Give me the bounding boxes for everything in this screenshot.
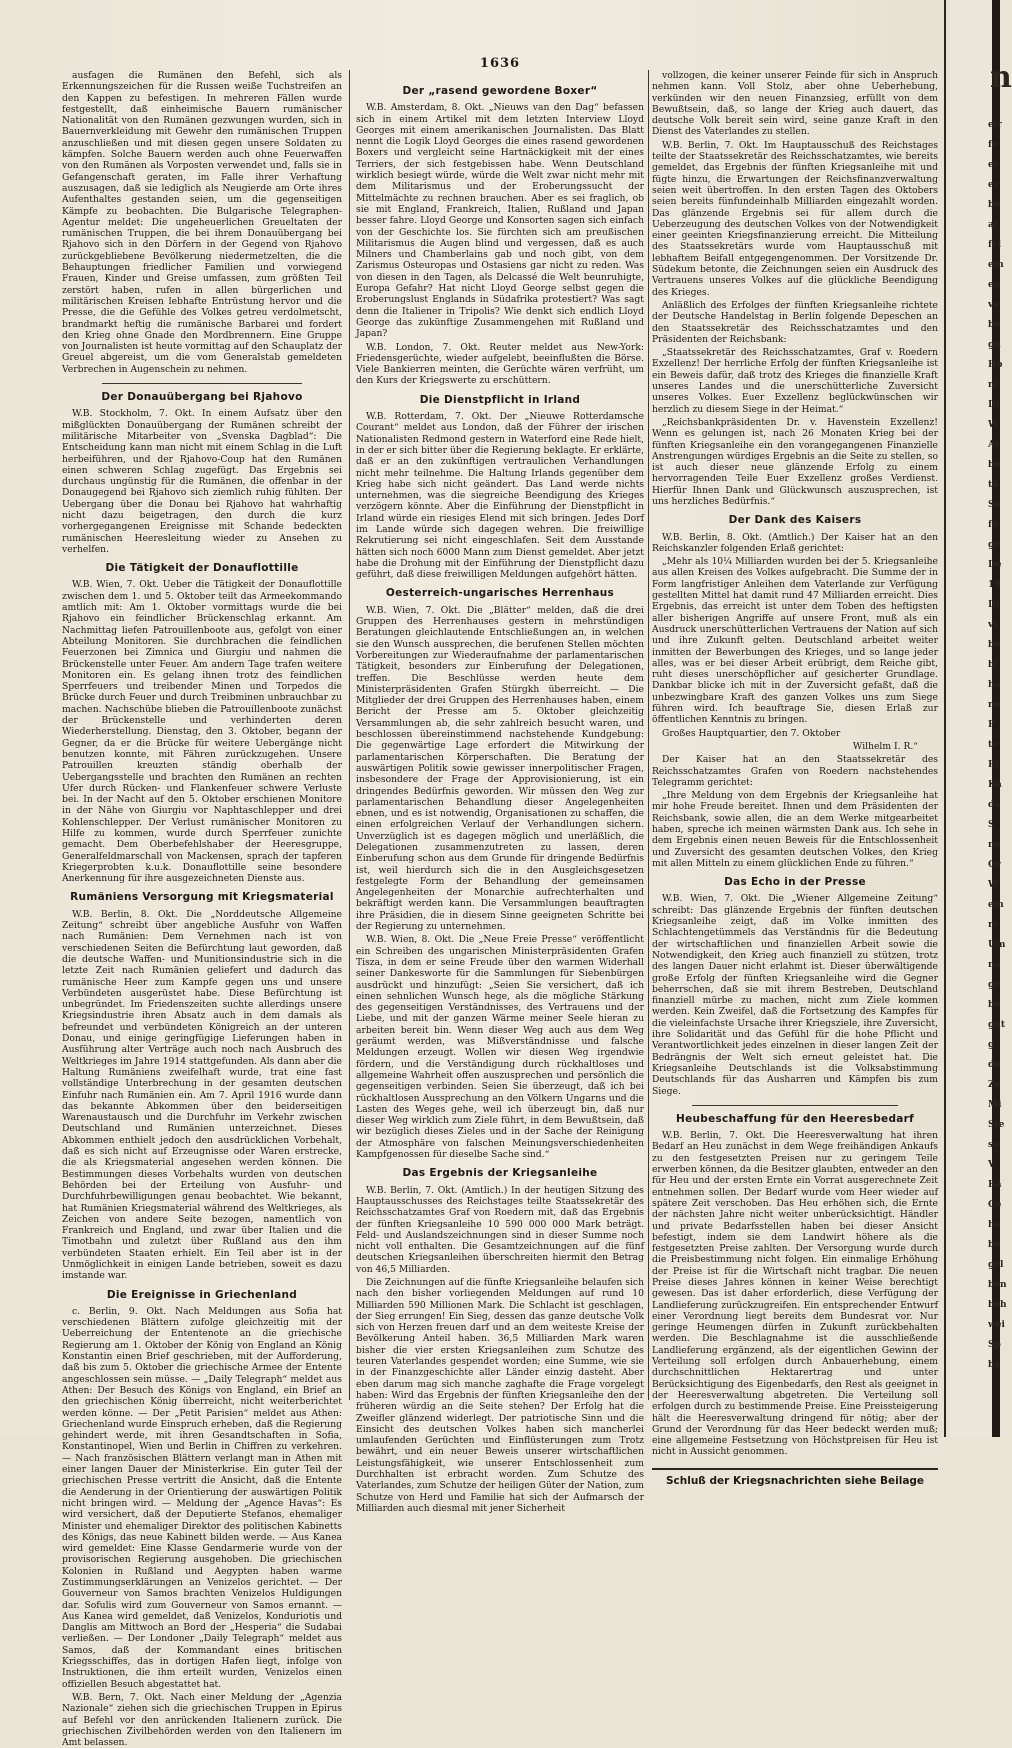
bleed-fragment: be xyxy=(988,1240,1001,1250)
bleed-fragment: ein xyxy=(988,260,1004,270)
bleed-fragment: en xyxy=(988,280,1001,290)
bleed-fragment: be xyxy=(988,200,1001,210)
bleed-fragment: ne xyxy=(988,840,1001,850)
article-text: W.B. Berlin, 7. Okt. Die Heeresverwaltung hat ihren Bedarf an Heu zunächst in dem Wege freihändigen Ankaufs zu den festgesetzten Preisen nur zu geringem Teile erwerben können, da die Besitzer glaubten, entweder an den für Heu und der ersten Ernte ein Vorrat ausgerechnete Zeit entnehmen sollen. Der Bedarf wurde vom Heer wieder auf spätere Zeit verschoben. Das Heu erhöhen sich, die Ernte der nächsten Jahre nicht weiter unberücksichtigt. Händler und private Bedarfsstellen haben bei dieser Ansicht befestigt, indem sie dem Landwirt höhere als die festgesetzten Preise zahlten. Der Versorgung wurde durch die Preisbestimmung nicht folgen. Ein einmalige Erhöhung der Preise ist für die Wirtschaft nicht tragbar. Die neuen Preise dieses Jahres können in keiner Weise berechtigt gewesen. Das ist daher erforderlich, diese Verfügung der Landlieferung zurückzugreifen. Ein entsprechender Entwurf einer Verordnung liegt bereits dem Bundesrat vor. Nur geringe Heumengen dürfen in Zukunft zurückbehalten werden. Die Beschlagnahme ist die ausschließende Landlieferung ergänzend, als der eigentlichen Gewinn der Verteilung soll erfolgen durch Anbauerhebung, einem durchschnittlichen Hektarertrag und unter Berücksichtigung des Eigenbedarfs, den Rest als geeignet in der Heeresverwaltung abgetreten. Die Verteilung soll erfolgen durch zu bestimmende Preise. Eine Preissteigerung hält die Heeresverwaltung dringend für nötig; aber der Grund der Verordnung für das Heer bedeckt werden muß; eine allgemeine Festsetzung von Höchstpreisen für Heu ist nicht in Aussicht genommen. xyxy=(652,1130,938,1458)
bleed-fragment: te xyxy=(988,740,998,750)
adjacent-page-strip xyxy=(950,0,1012,1437)
headline: Der Donauübergang bei Rjahovo xyxy=(101,391,303,404)
bleed-fragment: De xyxy=(988,560,1002,570)
signature-place: Großes Hauptquartier, den 7. Oktober xyxy=(662,727,841,739)
bleed-fragment: Ar xyxy=(988,440,1000,450)
article-text: W.B. Stockholm, 7. Okt. In einem Aufsatz über den mißglückten Donauübergang der Rumänen schreibt der militärische Mitarbeiter von „Svenska Dagblad“: Die Entscheidung kann man nicht mit einem Schlag in die Luft herbeiführen, und der Rjahovo-Coup hat den Rumänen einen schweren Schlag zugefügt. Das Ergebnis sei durchaus ungünstig für die Rumänen, die offenbar in der Donaugegend bei Rjahovo sich ziemlich ruhig fühlten. Der Uebergang über die Donau bei Rjahovo hat wahrhaftig nicht dazu beigetragen, den durch die kurz vorhergegangenen Ereignisse mit Schande bedeckten rumänischen Heeresleitung wieder zu Ansehen zu verhelfen. xyxy=(62,408,342,555)
bleed-fragment: gut xyxy=(988,1020,1005,1030)
bleed-fragment: re xyxy=(988,920,999,930)
column-rule-1 xyxy=(349,70,350,1400)
bleed-fragment: Ri xyxy=(988,760,999,770)
bleed-fragment: beh xyxy=(988,1300,1007,1310)
bleed-fragment: Um xyxy=(988,940,1006,950)
bleed-fragment: fü xyxy=(988,520,999,530)
signature: Wilhelm I. R.“ xyxy=(852,740,918,752)
bleed-fragment: al xyxy=(988,220,998,230)
bleed-fragment: S xyxy=(988,820,995,830)
bleed-fragment: Di xyxy=(988,600,1000,610)
column-3 xyxy=(652,70,938,1487)
bleed-fragment: gel xyxy=(988,1260,1004,1270)
article-text: „Staatssekretär des Reichsschatzamtes, Graf v. Roedern Exzellenz! Der herrliche Erfolg der fünften Kriegsanleihe ist ein Beweis dafür, daß trotz des Krieges die finanzielle Kraft unseres Landes und die unerschütterliche Zuversicht unseres Volkes. Euer Exzellenz beglückwünschen wir herzlich zu diesem Siege in der Heimat.“ xyxy=(652,347,938,415)
article-text: W.B. London, 7. Okt. Reuter meldet aus New-York: Friedensgerüchte, wieder aufgelebt, beeinflußten die Börse. Viele Bankierren meinten, die Gerüchte wären verfrüht, um den Kurs der Kriegswerte zu erschüttern. xyxy=(356,341,644,387)
bleed-fragment: Ge xyxy=(988,1200,1002,1210)
article-text: W.B. Berlin, 7. Okt. (Amtlich.) In der heutigen Sitzung des Hauptausschusses des Reichstages teilte Staatssekretär des Reichsschatzamtes Graf von Roedern mit, daß das Ergebnis der fünften Kriegsanleihe 10 590 000 000 Mark beträgt. Feld- und Auslandszeichnungen sind in dieser Summe noch nicht voll enthalten. Die Gesamtzeichnungen auf die fünf deutschen Kriegsanleihen überschreiten hiermit den Betrag von 46,5 Milliarden. xyxy=(356,1184,644,1275)
bleed-fragment: Se xyxy=(988,500,1001,510)
bleed-fragment: Or xyxy=(988,860,1001,870)
bleed-fragment: Ba xyxy=(988,1180,1002,1190)
bleed-fragment: ve xyxy=(988,300,999,310)
bleed-fragment: de xyxy=(988,1060,1001,1070)
article-text: W.B. Wien, 8. Okt. Die „Neue Freie Presse“ veröffentlicht ein Schreiben des ungarischen Ministerpräsidenten Grafen Tisza, in dem er seine Freude über den warmen Widerhall seiner Dankesworte für die Sammlungen für Siebenbürgen ausdrückt und hinzufügt: „Seien Sie versichert, daß ich einen sehnlichen Wunsch hege, als die mögliche Stärkung des gegenseitigen Verständnisses, des Vertrauens und der Liebe, und mit der ganzen Wärme meiner Seele hieran zu arbeiten bereit bin. Wenn dieser Weg auch aus dem Weg geräumt werden, was Mißverständnisse und falsche Meldungen erzeugt. Wollen wir diesen Weg irgendwie fördern, und die Verständigung durch rückhaltloses und allgemeine Wahrheit offen auszusprechen und persönlich die gegenseitigen verbinden. Seien Sie überzeugt, daß ich bei rückhaltlosen Aussprechung an den Völkern Ungarns und die Lasten des Weges gehe, weil ich überzeugt bin, daß nur dieser Weg wirklich zum Ziele führt, in dem Bewußtsein, daß wir bezüglich dieses Zieles und in der Sache der Reinigung der Atmosphäre von falschen Meinungsverschiedenheiten Kampfgenossen für dieselbe Sache sind.“ xyxy=(356,934,644,1161)
bleed-fragment: Sp xyxy=(988,1340,1001,1350)
bleed-fragment: vi xyxy=(988,620,997,630)
bleed-initial: n xyxy=(990,60,1012,95)
bleed-fragment: gn xyxy=(988,340,1001,350)
headline: Die Ereignisse in Griechenland xyxy=(106,1288,298,1301)
article-text: W.B. Amsterdam, 8. Okt. „Nieuws van den Dag“ befassen sich in einem Artikel mit dem letzten Interview Lloyd Georges mit einem amerikanischen Journalisten. Das Blatt nennt die Logik Lloyd Georges die eines rasend gewordenen Boxers und vergleicht seine Hartnäckigkeit mit der eines Terriers, der sich festgebissen habe. Wenn Deutschland wirklich besiegt würde, würde die Welt zwar nicht mehr mit dem Militarismus und der Eroberungssucht der Mittelmächte zu rechnen brauchen. Aber es sei fraglich, ob sie mit England, Frankreich, Italien, Rußland und Japan besser fahre. Lloyd George und Konsorten sagen sich einfach von der Geschichte los. Sie fürchten sich am preußischen Militarismus die Augen blind und vergessen, daß es auch Milners und Chamberlains gab und noch gibt, von dem Zarismus Osteuropas und Ostasiens gar nicht zu reden. Was von diesen in den Tagen, als Delcassé die Welt beunruhigte, Europa Gefahr? Hat nicht Lloyd George selbst gegen die Eroberungslust Englands in Südafrika protestiert? Was sagt denn die Italiener in Tripolis? Wie denkt sich endlich Lloyd George das zukünftige Zusammengehen mit Rußland und Japan? xyxy=(356,102,644,340)
article-text: W.B. Berlin, 8. Okt. (Amtlich.) Der Kaiser hat an den Reichskanzler folgenden Erlaß gerichtet: xyxy=(652,531,938,554)
article-text: W.B. Berlin, 7. Okt. Im Hauptausschuß des Reichstages teilte der Staatssekretär des Reichsschatzamtes, wie bereits gemeldet, das Ergebnis der fünften Kriegsanleihe mit und fügte hinzu, die Erwartungen der Reichsfinanzverwaltung seien weit übertroffen. In den ersten Tagen des Oktobers seien bereits fünfundeinhalb Milliarden eingezahlt worden. Das glänzende Ergebnis sei für allem durch die Ueberzeugung des deutschen Volkes von der Notwendigkeit einer geeinten Kriegsfinanzierung erreicht. Die Mitteilung des Staatssekretärs wurde vom Hauptausschuß mit lebhaftem Beifall entgegengenommen. Der Vorsitzende Dr. Südekum betonte, die Zeichnungen seien ein Ausdruck des Vertrauens unseres Volkes auf die glückliche Beendigung des Krieges. xyxy=(652,139,938,298)
bleed-fragment: Ze xyxy=(988,1080,1001,1090)
bleed-fragment: ein xyxy=(988,900,1004,910)
bleed-fragment: ha xyxy=(988,680,1001,690)
bleed-fragment: ni xyxy=(988,380,998,390)
article-text: W.B. Berlin, 8. Okt. Die „Norddeutsche Allgemeine Zeitung“ schreibt über angebliche Ausfuhr von Waffen nach Rumänien: Dem Vernehmen nach ist von verschiedenen Seiten die Befürchtung laut geworden, daß die deutsche Waffen- und Munitionsindustrie sich in die letzte Zeit nach Rumänien geliefert und dadurch das rumänische Heer zum Kampfe gegen uns und unsere Verbündeten ausgerüstet habe. Diese Befürchtung ist unbegründet. Im Friedenszeiten suchte allerdings unsere Kriegsindustrie ihren Absatz auch in dem damals als befreundet und verbündeten Königreich an der unteren Donau, und einige geringfügige Lieferungen haben in Ausführung alter Verträge auch noch nach Ausbruch des Weltkrieges im Jahre 1914 stattgefunden. Als dann aber die Haltung Rumäniens zweifelhaft wurde, trat eine fast vollständige Unterbrechung in der gesamten deutschen Einfuhr nach Rumänien ein. Am 7. April 1916 wurde dann das bekannte Abkommen über den beiderseitigen Warenaustausch und die Durchfuhr im Verkehr zwischen Deutschland und Rumänien unterzeichnet. Dieses Abkommen enthielt jedoch den ausdrücklichen Vorbehalt, daß es sich nicht auf Erzeugnisse oder Waren erstrecke, die als Kriegsmaterial angesehen werden können. Die Bestimmungen dieses Vorbehalts wurden von deutschen Behörden bei der Erteilung von Ausfuhr- und Durchfuhrbewilligungen genau beobachtet. Wie bekannt, hat Rumänien Kriegsmaterial während des Weltkrieges, als Zeichen von andere Seite bezogen, namentlich von Frankreich und England, und zwar über Italien und die Timotbahn und zuletzt über Rußland aus den ihm verbündeten Staaten erhielt. Ein Teil aber ist in der Unmöglichkeit in einigen Lande betrieben, soweit es dazu imstande war. xyxy=(62,908,342,1282)
article-text: W.B. Bern, 7. Okt. Nach einer Meldung der „Agenzia Nazionale“ ziehen sich die griechischen Truppen in Epirus auf Befehl vor den anrückenden Italienern zurück. Die griechischen Zivilbehörden werden von den Italienern im Amt belassen. xyxy=(62,1691,342,1748)
bleed-fragment: ne xyxy=(988,700,1001,710)
column-1 xyxy=(62,70,342,1748)
article-text: vollzogen, die keiner unserer Feinde für sich in Anspruch nehmen kann. Voll Stolz, aber ohne Ueberhebung, verkünden wir den neuen Finanzsieg, erfüllt von dem Bewußtsein, daß, so lange der Krieg auch dauert, das deutsche Volk bereit sein wird, seine ganze Kraft in den Dienst des Vaterlandes zu stellen. xyxy=(652,70,938,138)
bleed-fragment: be xyxy=(988,320,1001,330)
headline: Der Dank des Kaisers xyxy=(728,514,862,527)
article-text: ausfagen die Rumänen den Befehl, sich als Erkennungszeichen für die Russen weiße Tuchstreifen an den Kappen zu befestigen. In mehreren Fällen wurde festgestellt, daß einheimische Bauern rumänischer Nationalität von den Rumänen gezwungen wurden, sich in Bauernverkleidung mit Gewehr den rumänischen Truppen anzuschließen und mit diesen gegen unsere Soldaten zu kämpfen. Solche Bauern werden auch ohne Feuerwaffen von den Rumänen als Vorposten verwendet und, falls sie in Gefangenschaft geraten, im Falle ihrer Verhaftung auszusagen, daß sie lediglich als Neugierde am Orte ihres Aufenthaltes gestanden seien, um die gegenseitigen Kämpfe zu beobachten. Die Bulgarische Telegraphen-Agentur meldet: Die ungeheuerlichen Greueltaten der rumänischen Truppen, die bei ihrem Donauübergang bei Rjahovo sich in den Dörfern in der Gegend von Rjahovo zurückgebliebene Bevölkerung niedermetzelten, die die Behauptungen friedlicher Familien und vorwiegend Frauen, Kinder und Greise umfassen, zum größten Teil zerstört haben, rufen in allen bürgerlichen und militärischen Kreisen lebhafte Entrüstung hervor und die Presse, die die Gefühle des Volkes getreu verdolmetscht, brandmarkt heftig die rumänische Barbarei und fordert den Krieg ohne Gnade den Mordbrennern. Eine Gruppe von Journalisten ist heute vormittag auf den Schauplatz der Greuel abgereist, um die vom Generalstab gemeldeten Verbrechen in Augenschein zu nehmen. xyxy=(62,70,342,375)
bleed-fragment: eir xyxy=(988,120,1002,130)
article-text: Die Zeichnungen auf die fünfte Kriegsanleihe belaufen sich nach den bisher vorliegenden Meldungen auf rund 10 Milliarden 590 Millionen Mark. Die Schlacht ist geschlagen, der Sieg errungen! Ein Sieg, dessen das ganze deutsche Volk sich von Herzen freuen darf und an dem weiteste Kreise der Bevölkerung Anteil haben. 36,5 Milliarden Mark waren bisher die vier ersten Kriegsanleihen zum Schutze des teuren Vaterlandes gespendet worden; eine Summe, wie sie in der Finanzgeschichte aller Länder einzig dasteht. Aber eben darum mag sich manche zaghafte die Frage vorgelegt haben: Wird das Ergebnis der fünften Kriegsanleihe den der früheren würdig an die Seite stehen? Der Erfolg hat die Zweifler glänzend widerlegt. Der patriotische Sinn und die Einsicht des deutschen Volkes haben sich mancherlei umlaufenden Gerüchten und Einflüsterungen zum Trotz bewährt, und ein neuer Beweis unserer wirtschaftlichen Leistungsfähigkeit, wie unserer Entschlossenheit zum Durchhalten ist erbracht worden. Zum Schutze des Vaterlandes, zum Schutze der heiligen Güter der Nation, zum Schutze von Herd und Familie hat sich der Aufmarsch der Milliarden auch diesmal mit jener Sicherheit xyxy=(356,1276,644,1514)
footer-rule xyxy=(652,1468,938,1470)
headline: Rumäniens Versorgung mit Kriegsmaterial xyxy=(70,891,334,904)
bleed-fragment: fe xyxy=(988,140,998,150)
bleed-fragment: bi xyxy=(988,660,998,670)
headline: Das Ergebnis der Kriegsanleihe xyxy=(402,1167,598,1180)
headline: Oesterreich-ungarisches Herrenhaus xyxy=(385,587,615,600)
bleed-fragment: ben xyxy=(988,1280,1007,1290)
article-text: Der Kaiser hat an den Staatssekretär des Reichsschatzamtes Grafen von Roedern nachstehendes Telegramm gerichtet: xyxy=(652,754,938,788)
bleed-fragment: ge xyxy=(988,980,1001,990)
headline: Die Tätigkeit der Donauflottille xyxy=(105,562,299,575)
column-2 xyxy=(356,78,644,1514)
bleed-fragment: ha xyxy=(988,1220,1001,1230)
section-rule xyxy=(692,1105,898,1106)
bleed-fragment: Ste xyxy=(988,1120,1005,1130)
bleed-fragment: na xyxy=(988,960,1001,970)
bleed-fragment: P xyxy=(988,720,995,730)
section-rule xyxy=(102,383,302,384)
article-text: W.B. Wien, 7. Okt. Die „Blätter“ melden, daß die drei Gruppen des Herrenhauses gestern in mehrstündigen Beratungen gleichlautende Entschließungen an, in welchen sie den Wunsch aussprechen, die berufenen Stellen möchten Vorbereitungen zur Wiederaufnahme der parlamentarischen Tätigkeit, besonders zur Einberufung der Delegationen, treffen. Die Beschlüsse werden heute dem Ministerpräsidenten Grafen Stürgkh überreicht. — Die Mitglieder der drei Gruppen des Herrenhauses haben, einem Bericht der Presse am 5. Oktober gleichzeitig Versammlungen ab, die sehr zahlreich besucht waren, und beschlossen übereinstimmend nachstehende Kundgebung: Die gegenwärtige Lage erfordert die Mitwirkung der parlamentarischen Körperschaften. Die Beratung der auswärtigen Politik sowie gewisser innerpolitischer Fragen, insbesondere der Frage der Approvisionierung, ist ein dringendes Bedürfnis geworden. Wir müssen den Weg zur parlamentarischen Behandlung dieser Angelegenheiten ebnen, und es ist notwendig, Organisationen zu schaffen, die einen erfolgreichen Verlauf der Verhandlungen sichern. Unverzüglich ist es dagegen möglich und unerläßlich, die Delegationen zusammenzutreten zu lassen, deren Einberufung schon aus dem Grunde für dringende Bedürfnis ist, weil hierdurch sich die in den Ausgleichsgesetzen festgelegte Form der Behandlung der gemeinsamen Angelegenheiten der Monarchie aufrechterhalten und bekräftigt werden kann. Die Versammlungen beauftragten ihre Präsidien, die in diesem Sinne geeigneten Schritte bei der Regierung zu unternehmen. xyxy=(356,604,644,933)
bleed-fragment: Ho xyxy=(988,360,1003,370)
headline: Das Echo in der Presse xyxy=(724,876,866,889)
bleed-fragment: er xyxy=(988,180,999,190)
bleed-fragment: W xyxy=(988,420,999,430)
bleed-fragment: W xyxy=(988,880,999,890)
headline: Heubeschaffung für den Heeresbedarf xyxy=(675,1112,915,1125)
bleed-fragment: fel xyxy=(988,240,1002,250)
bleed-fragment: Mi xyxy=(988,1100,1002,1110)
article-text: W.B. Rotterdam, 7. Okt. Der „Nieuwe Rotterdamsche Courant“ meldet aus London, daß der Führer der irischen Nationalisten Redmond gestern in Waterford eine Rede hielt, in der er sich bitter über die Regierung beklagte. Er erklärte, daß er an den zukünftigen vertraulichen Verhandlungen nicht mehr teilnehme. Die Haltung Irlands gegenüber dem Krieg habe sich nicht geändert. Das Land werde nichts unternehmen, was die siegreiche Beendigung des Krieges verzögern könnte. Aber die Einführung der Dienstpflicht in Irland würde ein riesiges Elend mit sich bringen. Jedes Dorf im Lande würde sich dagegen wehren. Die freiwillige Rekrutierung sei nicht eingeschlafen. Seit dem Ausstande hätten sich noch 6000 Mann zum Dienst gemeldet. Aber jetzt habe die Drohung mit der Einführung der Dienstpflicht dazu geführt, daß diese freiwilligen Meldungen aufgehört hätten. xyxy=(356,411,644,581)
article-text: „Mehr als 10¼ Milliarden wurden bei der 5. Kriegsanleihe aus allen Kreisen des Volkes aufgebracht. Die Summe der in Form langfristiger Anleihen dem Vaterlande zur Verfügung gestellten Mittel hat damit rund 47 Milliarden erreicht. Dies Ergebnis, das erreicht ist unter dem Toben des heftigsten aller bisherigen Angriffe auf unsere Front, muß als ein Ausdruck unerschütterlichen Vertrauens der Nation auf sich und ihre Zukunft gelten. Deutschland arbeitet weiter inmitten der Bewerbungen des Krieges, und so lange jeder alles, was er bei dieser Arbeit erübrigt, dem Reiche gibt, ruht dieses unerschöpflicher auf gesicherter Grundlage. Dankbar blicke ich mit in der Zuversicht gefaßt, daß die unbezwingbare Kraft des ganzen Volkes uns zum Siege führen wird. Ich beauftrage Sie, diesen Erlaß zur öffentlichen Kenntnis zu bringen. xyxy=(652,556,938,726)
article-text: „Ihre Meldung von dem Ergebnis der Kriegsanleihe hat mir hohe Freude bereitet. Ihnen und dem Präsidenten der Reichsbank, sowie allen, die an dem Werke mitgearbeitet haben, spreche ich meinen wärmsten Dank aus. Ich sehe in dem Ergebnis einen neuen Beweis für die Entschlossenheit und Zuversicht des gesamten deutschen Volkes, den Krieg mit allen Mitteln zu einem glücklichen Ende zu führen.“ xyxy=(652,790,938,869)
page-edge-rule xyxy=(944,0,946,1437)
bleed-fragment: da xyxy=(988,800,1001,810)
bleed-fragment: ge xyxy=(988,540,1001,550)
bleed-fragment: V xyxy=(988,1160,995,1170)
bleed-fragment: ba xyxy=(988,1360,1001,1370)
column-rule-2 xyxy=(648,70,649,1400)
article-text: c. Berlin, 9. Okt. Nach Meldungen aus Sofia hat verschiedenen Blättern zufolge gleichzeitig mit der Ueberreichung der Ententenote an die griechische Regierung am 1. Oktober der König von England an König Konstantin einen Brief geschrieben, mit der Aufforderung, daß bis zum 5. Oktober die griechische Armee der Entente angeschlossen sein müsse. — „Daily Telegraph“ meldet aus Athen: Der Besuch des Königs von England, ein Brief an den griechischen König überreicht, nicht weiterberichtet werden könne. — Der „Petit Parisien“ meldet aus Athen: Griechenland wurde Einspruch erheben, daß die Regierung gehindert werde, mit ihren Gesandtschaften in Sofia, Konstantinopel, Wien und Berlin in Chiffren zu verkehren. — Nach französischen Blättern verlangt man in Athen mit einer langen Dauer der Ministerkrise. Ein guter Teil der griechischen Presse vertritt die Ansicht, daß die Entente die Aenderung in der Orientierung der auswärtigen Politik nicht bringen wird. — Meldung der „Agence Havas“: Es wird versichert, daß der Deputierte Stefanos, ehemaliger Minister und ehemaliger Direktor des politischen Kabinetts des Königs, das neue Kabinett bilden werde. — Aus Kanea wird gemeldet: Eine Klasse Gendarmerie wurde von der provisorischen Regierung ausgehoben. Die griechischen Kolonien in Rußland und Aegypten haben warme Zustimmungserklärungen an Venizelos gerichtet. — Der Gouverneur von Samos brachten Venizelos Huldigungen dar. Sofulis wird zum Gouverneur von Samos ernannt. — Aus Kanea wird gemeldet, daß Venizelos, Konduriotis und Danglis am Mittwoch an Bord der „Hesperia“ die Sudabai verließen. — Der Londoner „Daily Telegraph“ meldet aus Samos, daß der Kommandant eines britischen Kriegsschiffes, das in dortigen Hafen liegt, infolge von Instruktionen, die ihm erteilt wurden, Venizelos einen offiziellen Besuch abgestattet hat. xyxy=(62,1305,342,1690)
article-text: Anläßlich des Erfolges der fünften Kriegsanleihe richtete der Deutsche Handelstag in Berlin folgende Depeschen an den Staatssekretär des Reichsschatzamtes und den Präsidenten der Reichsbank: xyxy=(652,299,938,345)
bleed-fragment: wei xyxy=(988,1320,1005,1330)
bleed-fragment: se xyxy=(988,1140,999,1150)
headline: Der „rasend gewordene Boxer“ xyxy=(402,85,598,97)
headline: Die Dienstpflicht in Irland xyxy=(419,393,581,406)
bleed-fragment: be xyxy=(988,640,1001,650)
bleed-fragment: 19 xyxy=(988,580,1001,590)
page-number: 1636 xyxy=(479,56,521,71)
bleed-fragment: g xyxy=(988,1040,995,1050)
continuation-note: Schluß der Kriegsnachrichten siehe Beilage xyxy=(665,1474,925,1487)
bleed-fragment: be xyxy=(988,1000,1001,1010)
article-text: W.B. Wien, 7. Okt. Ueber die Tätigkeit der Donauflottille zwischen dem 1. und 5. Oktober teilt das Armeekommando amtlich mit: Am 1. Oktober vormittags wurde die bei Rjahovo ein feindlicher Brückenschlag erkannt. Am Nachmittag liefen Patrouillenboote aus, gefolgt von einer Abteilung Monitoren. Sie durchbrachen die feindlichen Feuerzonen bei Zimnica und Giurgiu und nahmen die Brückenstelle unter Feuer. Am andern Tage trafen weitere Monitoren ein. Es gelang ihnen trotz des feindlichen Sperrfeuers und treibender Minen und Torpedos die Brücke durch Feuer und durch Treibminen unbrauchbar zu machen. Nachschübe blieben die Patrouillenboote zunächst der Brückenstelle und verhinderten deren Wiederherstellung. Dienstag, den 3. Oktober, begann der Gegner, da er die Brücke für weitere Uebergänge nicht benutzen konnte, mit Fähren zurückzugehen. Unsere Patrouillen kreuzten ständig oberhalb der Uebergangsstelle und brachten den Rumänen an rechten Ufer durch Rücken- und Flankenfeuer schwere Verluste bei. In der Nacht auf den 5. Oktober erschienen Monitore in der Nähe von Giurgiu vor Naphtaschlepper und drei Kohlenschlepper. Der Verlust rumänischer Monitoren zu Hilfe zu kommen, wurde durch Sperrfeuer zunichte gemacht. Dem Oberbefehlshaber der Heeresgruppe, Generalfeldmarschall von Mackensen, sprach der tapferen Kriegerprobten k.u.k. Donauflottille seine besondere Anerkennung für ihre ausgezeichneten Dienste aus. xyxy=(62,579,342,885)
bleed-fragment: be xyxy=(988,460,1001,470)
bleed-fragment: tä xyxy=(988,480,998,490)
bleed-fragment: Ka xyxy=(988,780,1002,790)
article-text: „Reichsbankpräsidenten Dr. v. Havenstein Exzellenz! Wenn es gelungen ist, nach 26 Monaten Krieg bei der fünften Kriegsanleihe ein den vorangegangenen Finanzielle Anstrengungen würdiges Ergebnis an die Seite zu stellen, so ist auch dieser neue glänzende Erfolg zu einem hervorragenden Teile Euer Exzellenz großes Verdienst. Hierfür Ihnen Dank und Glückwunsch auszusprechen, ist uns herzliches Bedürfnis.“ xyxy=(652,416,938,507)
article-text: W.B. Wien, 7. Okt. Die „Wiener Allgemeine Zeitung“ schreibt: Das glänzende Ergebnis der fünften deutschen Kriegsanleihe zeigt, daß im Volke inmitten des Schlachtengetümmels das Verständnis für die Bedeutung der wirtschaftlichen und finanziellen Arbeit sowie die Notwendigkeit, den Krieg auch finanziell zu stützen, trotz des langen Dauer nicht erlahmt ist. Dieser überwältigende große Erfolg der fünften Kriegsanleihe wird die Gegner beherrschen, daß sie mit ihrem Bestreben, Deutschland finanziell mürbe zu machen, nicht zum Ziele kommen werden. Kein Zweifel, daß die Fortsetzung des Kampfes für die vieleinfachste Ursache ihrer Kriegsziele, ihre Zuversicht, ihre Solidarität und das Gefühl für die hohe Pflicht und Verantwortlichkeit jedes einzelnen in dieser langen Zeit der Bedrängnis der Welt sich erneut geleistet hat. Die Kriegsanleihe Deutschlands ist die Volksabstimmung Deutschlands für das Ausharren und Kämpfen bis zum Siege. xyxy=(652,893,938,1097)
bleed-fragment: Di xyxy=(988,400,1000,410)
bleed-fragment: ei xyxy=(988,160,998,170)
